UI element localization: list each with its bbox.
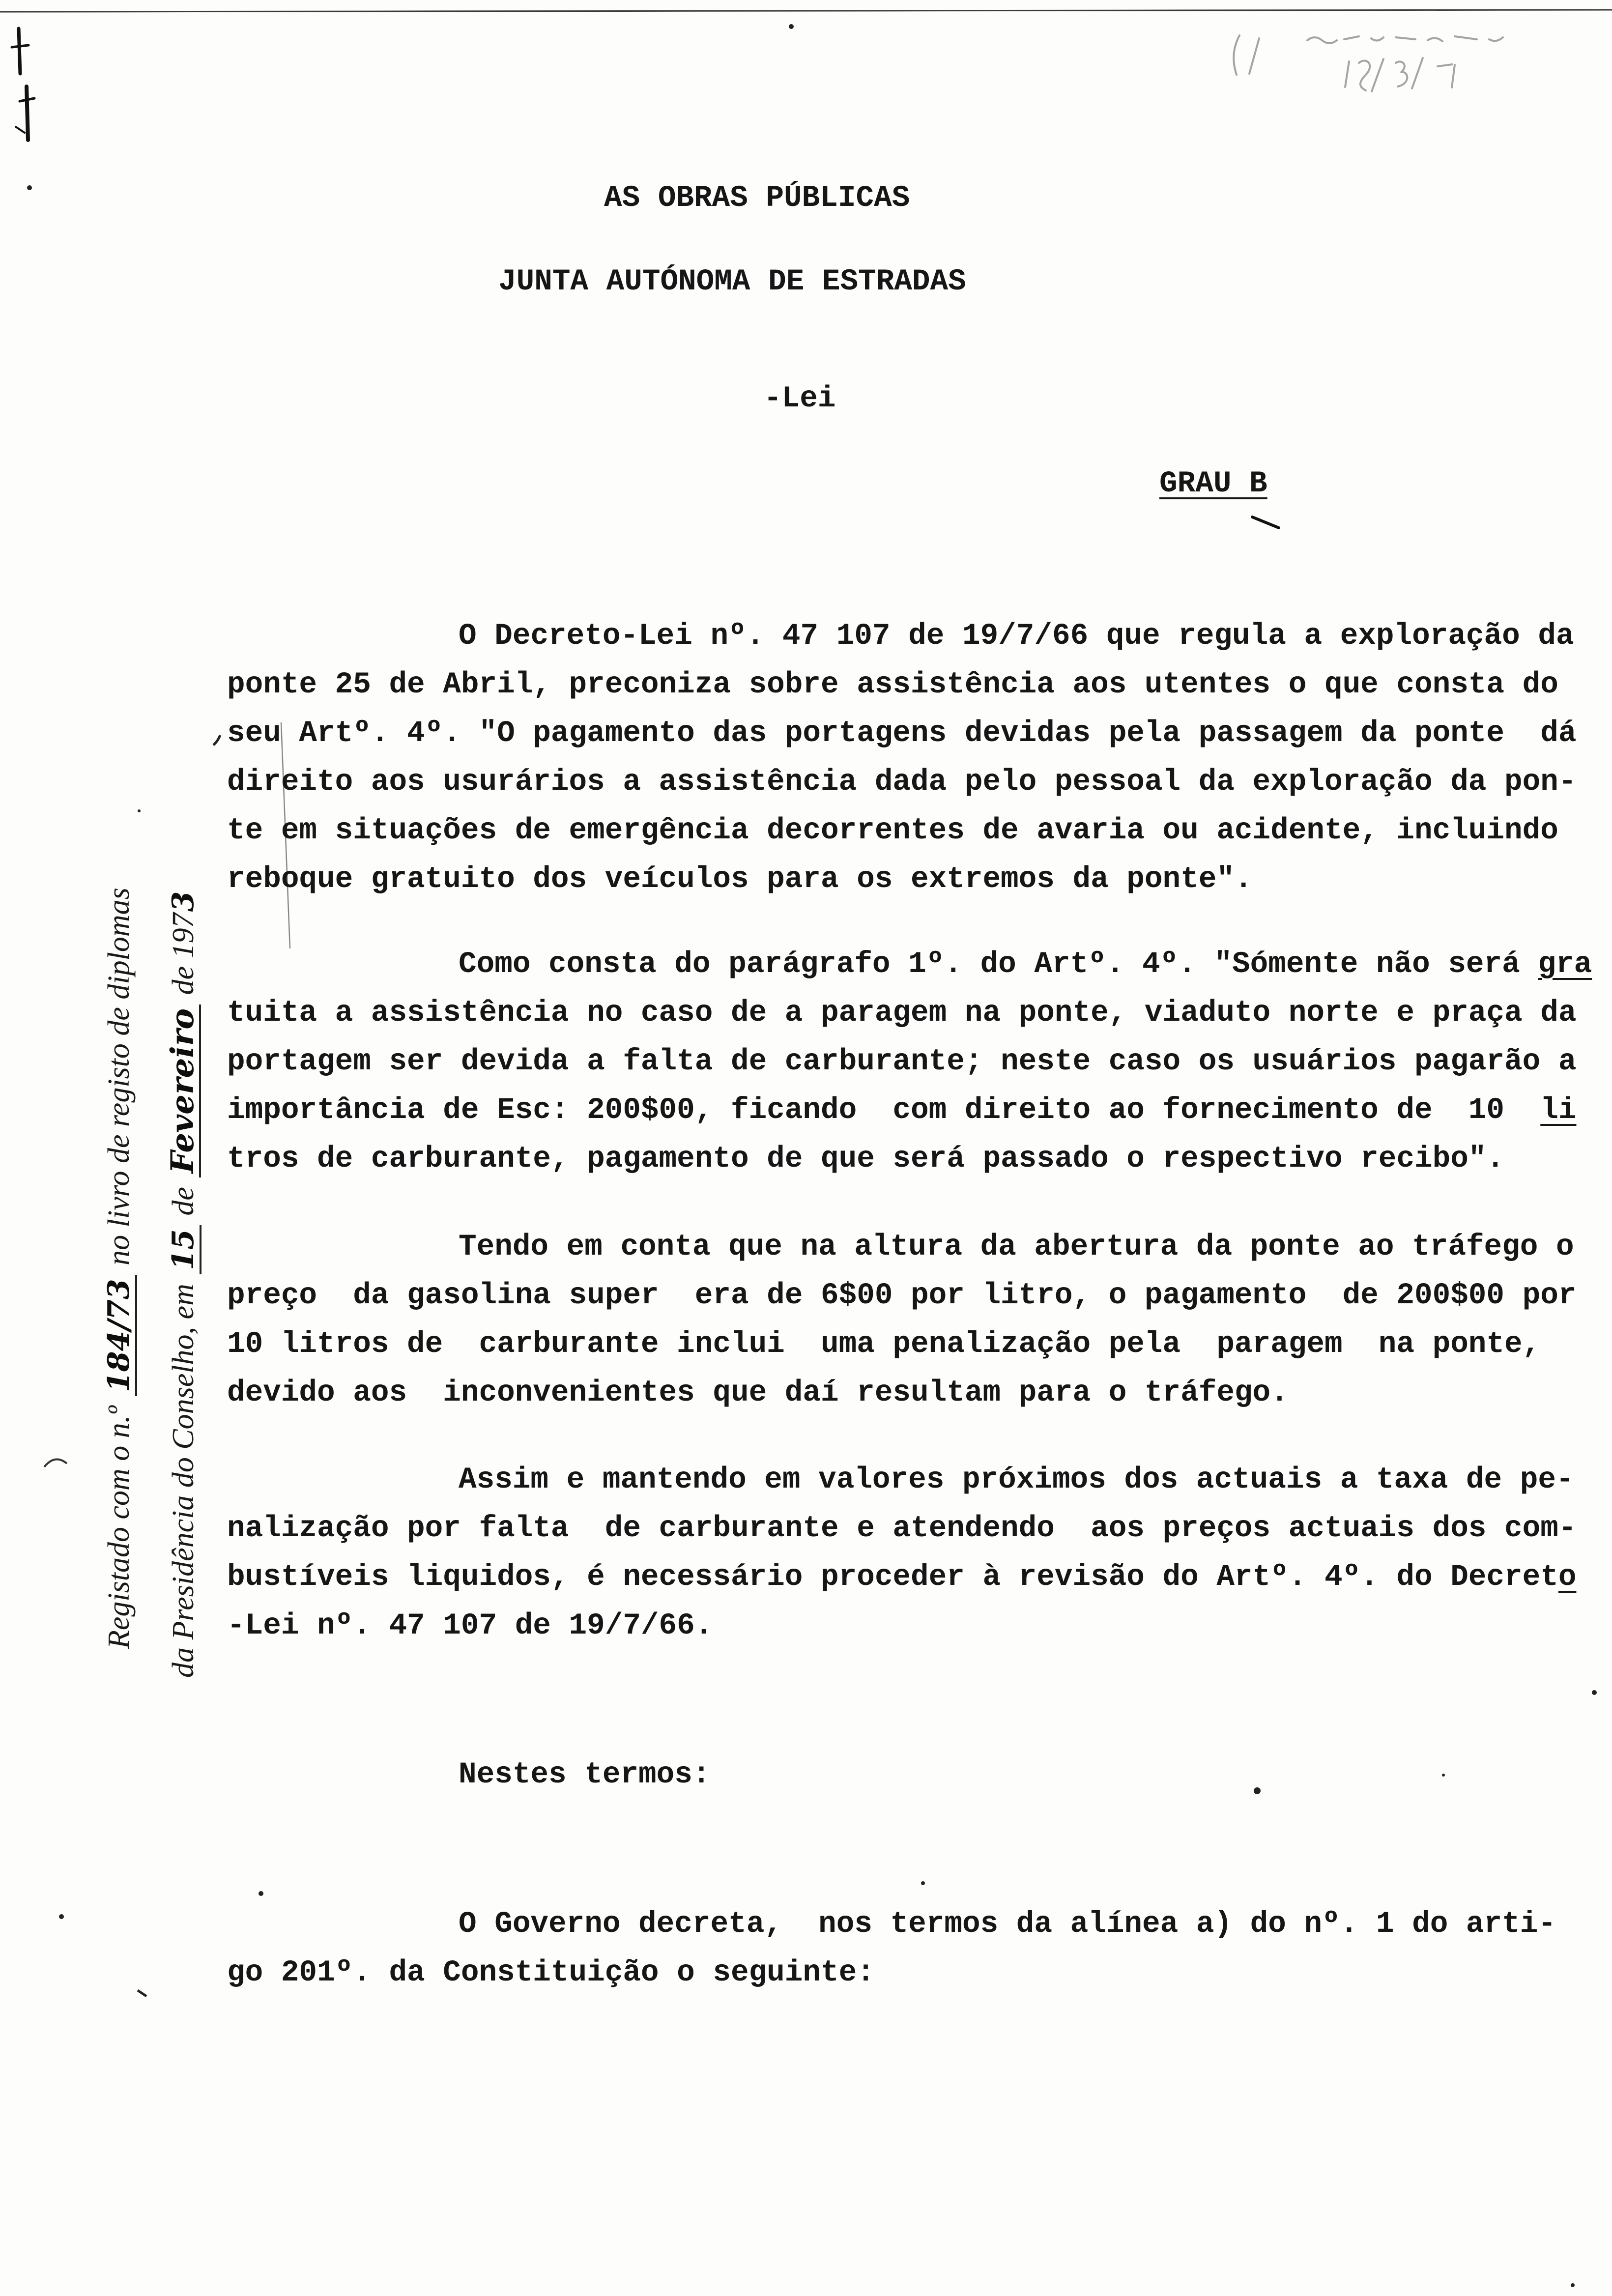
paragraph-1 [227, 612, 1603, 904]
decree-line-1: O Governo decreta, nos termos da alínea a) do nº. 1 do arti- [459, 1907, 1556, 1941]
stamp-printed-text: da Presidência do Conselho, em [167, 1284, 200, 1678]
binding-mark-2 [12, 45, 29, 47]
paragraph-3-line-3: 10 litros de carburante inclui uma penalização pela paragem na ponte, [227, 1327, 1541, 1361]
underlined-syllable: gra [1538, 947, 1592, 981]
registration-margin-stamp [102, 834, 200, 1679]
margin-curve-mark [44, 1459, 67, 1467]
paragraph-3-line-4: devido aos inconvenientes que daí resultam para o tráfego. [227, 1376, 1289, 1410]
speck [1571, 2283, 1575, 2287]
binding-mark-4 [20, 98, 34, 101]
closing-heading: Nestes termos: [459, 1758, 711, 1792]
annotation-stroke-1 [1234, 35, 1239, 75]
paragraph-2 [227, 940, 1603, 1183]
speck [59, 1914, 64, 1919]
speck [27, 185, 32, 190]
paragraph-4-line-4: -Lei nº. 47 107 de 19/7/66. [227, 1609, 713, 1643]
speck [138, 809, 141, 812]
stamp-printed-text: de [167, 1187, 200, 1216]
paragraph-1-line-5: te em situações de emergência decorrentes de avaria ou acidente, incluindo [227, 814, 1558, 848]
speck [921, 1881, 925, 1885]
underlined-syllable: li [1540, 1093, 1577, 1127]
handwritten-year-digit: 3 [166, 891, 201, 912]
speck [1592, 1690, 1597, 1695]
paragraph-2-line-4 [227, 1086, 1603, 1135]
line-text: bustíveis liquidos, é necessário proceder à revisão do Artº. 4º. do Decret [227, 1560, 1558, 1594]
decree-paragraph [227, 1900, 1603, 1997]
underlined-syllable: o [1558, 1560, 1577, 1594]
paragraph-2-line-5: tros de carburante, pagamento de que será passado o respectivo recibo". [227, 1142, 1505, 1176]
ministry-heading: AS OBRAS PÚBLICAS [604, 181, 910, 215]
margin-comma-mark [213, 735, 220, 745]
stamp-line-1 [99, 888, 139, 1649]
paragraph-4 [227, 1456, 1603, 1650]
grade-label: GRAU B [1159, 467, 1267, 501]
speck [259, 1891, 263, 1896]
line-text: Como consta do parágrafo 1º. do Artº. 4º. "Sómente não será [459, 947, 1538, 981]
handwritten-registration-number: 184/73 [103, 1275, 137, 1396]
handwritten-month: Fevereiro [167, 1004, 201, 1177]
paragraph-3-line-1: Tendo em conta que na altura da abertura da ponte ao tráfego o [459, 1230, 1574, 1264]
stamp-printed-year: de 197 [167, 913, 200, 995]
paragraph-4-line-2: nalização por falta de carburante e atendendo aos preços actuais dos com- [227, 1512, 1577, 1546]
margin-dash-mark [138, 1990, 146, 1996]
decree-line-2: go 201º. da Constituição o seguinte: [227, 1956, 875, 1990]
paragraph-1-line-6: reboque gratuito dos veículos para os extremos da ponte". [227, 862, 1253, 896]
paragraph-3 [227, 1223, 1603, 1417]
paragraph-2-line-1 [227, 940, 1603, 989]
paragraph-4-line-1: Assim e mantendo em valores próximos dos actuais a taxa de pe- [459, 1463, 1574, 1497]
paragraph-1-line-1: O Decreto-Lei nº. 47 107 de 19/7/66 que regula a exploração da [459, 619, 1574, 653]
speck [789, 24, 794, 29]
paragraph-1-line-3: seu Artº. 4º. "O pagamento das portagens devidas pela passagem da ponte dá [227, 717, 1577, 750]
paragraph-1-line-2: ponte 25 de Abril, preconiza sobre assistência aos utentes o que consta do [227, 668, 1558, 702]
document-type-label: -Lei [764, 382, 836, 416]
left-edge-binding-marks [12, 29, 34, 140]
annotation-stroke-4 [1345, 58, 1455, 91]
annotation-stroke-2 [1249, 38, 1259, 74]
binding-mark-3 [27, 86, 28, 140]
grade-pen-mark [1252, 517, 1279, 528]
binding-mark-5 [16, 127, 25, 133]
closing-heading-block [227, 1751, 1603, 1799]
paragraph-1-line-4: direito aos usurários a assistência dada pelo pessoal da exploração da pon- [227, 765, 1577, 799]
stamp-printed-text: Registado com o n.º [102, 1406, 136, 1649]
annotation-stroke-3 [1307, 36, 1503, 43]
binding-mark-1 [19, 29, 20, 74]
paragraph-2-line-2: tuita a assistência no caso de a paragem na ponte, viaduto norte e praça da [227, 996, 1577, 1030]
stamp-printed-text: no livro de registo de diplomas [102, 888, 136, 1265]
handwritten-annotation [1234, 35, 1503, 91]
line-text: importância de Esc: 200$00, ficando com direito ao fornecimento de 10 [227, 1093, 1541, 1127]
paragraph-2-line-3: portagem ser devida a falta de carburante; neste caso os usuários pagarão a [227, 1045, 1577, 1079]
paragraph-3-line-2: preço da gasolina super era de 6$00 por litro, o pagamento de 200$00 por [227, 1279, 1577, 1313]
stamp-line-2 [164, 886, 203, 1678]
agency-heading: JUNTA AUTÓNOMA DE ESTRADAS [498, 265, 966, 299]
paragraph-4-line-3 [227, 1553, 1603, 1602]
handwritten-day: 15 [167, 1225, 202, 1274]
scan-top-edge-line [0, 10, 1612, 12]
